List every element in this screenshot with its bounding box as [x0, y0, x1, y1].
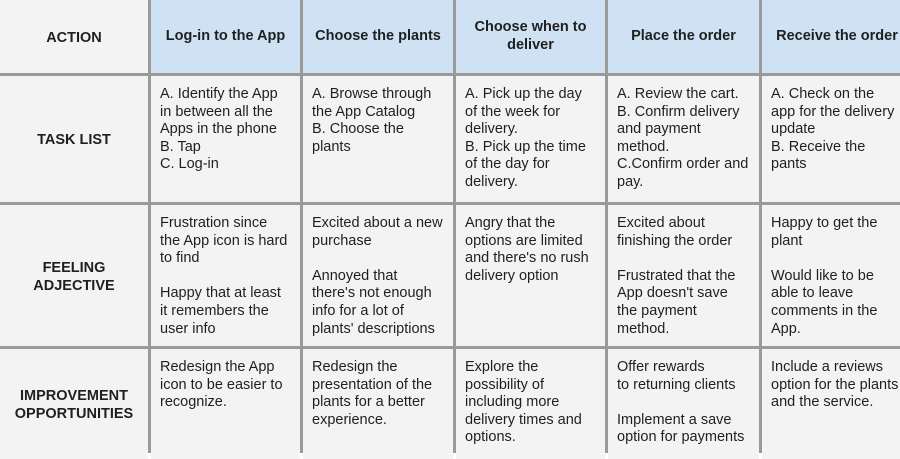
table-cell: A. Review the cart. B. Confirm delivery and payment method. C.Confirm order and pay.: [608, 76, 759, 202]
column-header-choose-plants: Choose the plants: [303, 0, 453, 73]
table-cell: Angry that the options are limited and there's no rush delivery option: [456, 205, 605, 346]
table-cell: Happy to get the plant Would like to be able to leave comments in the App.: [762, 205, 900, 346]
table-cell: Explore the possibility of including more delivery times and options.: [456, 349, 605, 459]
table-cell: A. Pick up the day of the week for delivery. B. Pick up the time of the day for delivery.: [456, 76, 605, 202]
column-header-place-order: Place the order: [608, 0, 759, 73]
table-cell: Include a reviews option for the plants and the service.: [762, 349, 900, 459]
table-cell: Redesign the presentation of the plants for a better experience.: [303, 349, 453, 459]
table-cell: Frustration since the App icon is hard to find Happy that at least it remembers the user info: [151, 205, 300, 346]
row-header-task-list: TASK LIST: [0, 76, 148, 202]
table-cell: A. Check on the app for the delivery update B. Receive the pants: [762, 76, 900, 202]
table-cell: Excited about a new purchase Annoyed that there's not enough info for a lot of plants' descriptions: [303, 205, 453, 346]
row-header-feeling-adjective: FEELING ADJECTIVE: [0, 205, 148, 346]
corner-header-action: ACTION: [0, 0, 148, 73]
column-header-login: Log-in to the App: [151, 0, 300, 73]
table-cell: Offer rewards to returning clients Implement a save option for payments: [608, 349, 759, 459]
row-header-improvement-opportunities: IMPROVEMENT OPPORTUNITIES: [0, 349, 148, 459]
table-cell: Redesign the App icon to be easier to recognize.: [151, 349, 300, 459]
column-header-receive-order: Receive the order: [762, 0, 900, 73]
table-cell: A. Identify the App in between all the Apps in the phone B. Tap C. Log-in: [151, 76, 300, 202]
table-cell: A. Browse through the App Catalog B. Choose the plants: [303, 76, 453, 202]
column-header-choose-delivery: Choose when to deliver: [456, 0, 605, 73]
table-cell: Excited about finishing the order Frustrated that the App doesn't save the payment method.: [608, 205, 759, 346]
